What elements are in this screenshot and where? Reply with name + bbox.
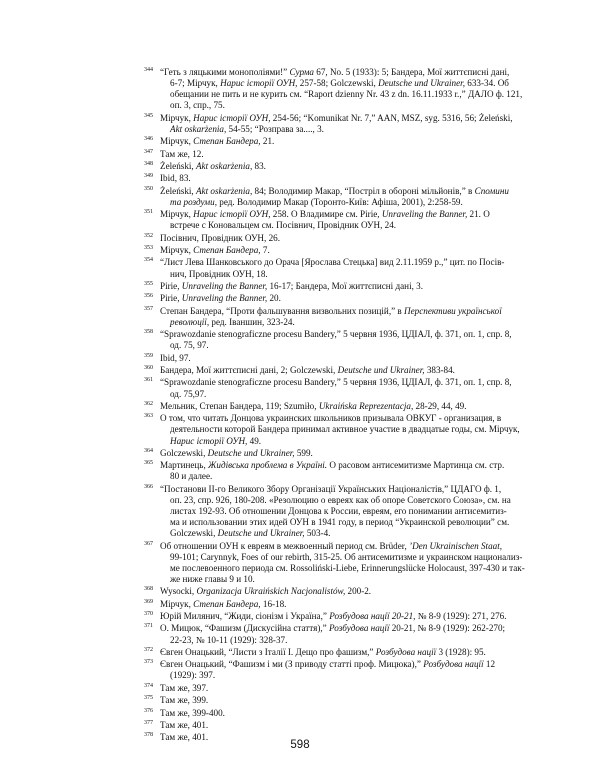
footnote-italic-title: Жидівська проблема в Україні. [208, 460, 328, 471]
footnote-segment: Юрій Милянич, “Жиди, сіонізм і Україна,” [160, 611, 330, 622]
footnote-segment: Там же, 399. [160, 695, 209, 706]
footnote-segment: Wysocki, [160, 586, 197, 597]
footnote-357 [145, 306, 545, 328]
footnote-text [160, 377, 545, 399]
footnote-line [160, 506, 545, 517]
footnote-line [160, 647, 545, 658]
footnote-segment: листах 192-93. Об отношении Донцова к России, евреям, его понимании антисемитиз- [170, 506, 507, 516]
footnote-segment: Pirie, [160, 293, 182, 304]
footnote-italic-title: Степан Бандера, [193, 598, 261, 609]
footnote-line [160, 517, 545, 528]
footnote-348 [145, 161, 545, 172]
footnote-number: 366 [144, 483, 153, 490]
footnote-text [160, 209, 545, 231]
footnote-segment: 80 и далее. [170, 471, 213, 482]
footnote-line [160, 424, 545, 435]
footnote-segment: ме послевоенного периода см. Rossoliński-Liebe, Erinnerungslücke Holocaust, 397-430 и так- [170, 562, 525, 573]
footnote-segment: Євген Онацький, “Листи з Італії I. Дещо про фашизм,” [160, 646, 376, 657]
footnote-italic-title: Розбудова нації 20-21, [329, 611, 416, 622]
footnote-italic-title: Deutsche und Ukrainer, [337, 365, 425, 376]
footnote-number: 353 [144, 245, 153, 252]
footnote-text [160, 541, 545, 585]
footnote-number: 370 [144, 611, 153, 618]
footnote-366 [145, 484, 545, 539]
footnote-line [160, 173, 545, 184]
footnote-italic-title: ’Den Ukrainischen Staat, [409, 540, 503, 551]
footnote-number: 367 [144, 540, 153, 547]
footnote-segment: “Геть з ляцькими монополіями!” [160, 67, 290, 77]
footnote-segment: 7. [260, 245, 270, 256]
footnote-text [160, 401, 545, 412]
footnote-line [160, 89, 545, 100]
footnote-line [160, 541, 545, 552]
footnote-line [160, 377, 545, 388]
footnote-text [160, 329, 545, 351]
footnote-line [160, 599, 545, 610]
footnote-italic-title: Розбудова нації [375, 646, 437, 657]
footnote-segment: Там же, 399-400. [160, 707, 225, 718]
footnote-text [160, 599, 545, 610]
footnote-italic-title: Akt oskarżenia, [170, 123, 227, 134]
footnote-line [160, 149, 545, 160]
footnote-segment: О. Мицюк, “Фашизм (Дискусійна стаття),” [160, 623, 330, 634]
footnote-number: 374 [144, 682, 153, 689]
footnote-segment: № 8-9 (1929): 271, 276. [415, 611, 507, 622]
footnote-number: 369 [144, 598, 153, 605]
footnote-365 [145, 460, 545, 482]
footnote-segment: Там же, 401. [160, 719, 209, 730]
footnote-text [160, 695, 545, 706]
footnote-text [160, 365, 545, 376]
footnote-segment: 12 [483, 659, 495, 670]
footnote-number: 375 [144, 695, 153, 702]
footnote-segment: 67, No. 5 (1933): 5; Бандера, Мої життєписні дані, [313, 67, 510, 77]
footnote-text [160, 173, 545, 184]
footnote-number: 345 [144, 112, 153, 119]
footnote-segment: 258. О Владимире см. Pirie, [270, 209, 382, 220]
footnote-number: 344 [144, 67, 153, 73]
footnote-360 [145, 365, 545, 376]
footnote-line [160, 659, 545, 670]
footnote-number: 377 [144, 719, 153, 726]
footnote-line [160, 186, 545, 197]
footnote-italic-title: Unraveling the Banner, [381, 209, 468, 220]
footnote-350 [145, 186, 545, 208]
footnote-text [160, 647, 545, 658]
footnote-segment: Там же, 12. [160, 148, 204, 159]
footnote-italic-title: Deutsche und Ukrainer, [207, 447, 295, 458]
footnote-segment: Мірчук, [160, 209, 194, 220]
footnote-text [160, 113, 545, 135]
footnote-segment: Там же, 401. [160, 732, 209, 743]
footnote-segment: 21. [260, 136, 275, 147]
footnote-segment: 20. [267, 293, 281, 304]
page-number: 598 [290, 739, 310, 751]
footnote-number: 350 [144, 185, 153, 192]
footnote-363 [145, 413, 545, 446]
footnote-line [160, 340, 545, 351]
footnote-italic-title: Нарис історії ОУН, [220, 78, 298, 89]
footnote-italic-title: Organizacja Ukraińskich Nacjonalistów, [196, 586, 346, 597]
footnote-line [160, 220, 545, 231]
footnote-segment: 254-56; “Komunikat Nr. 7,” AAN, MSZ, syg. 5316, 56; Żeleński, [270, 112, 513, 123]
footnote-number: 358 [144, 329, 153, 336]
footnote-line [160, 720, 545, 731]
footnote-352 [145, 233, 545, 244]
footnote-line [160, 448, 545, 459]
footnote-italic-title: Нарис історії ОУН, [170, 435, 248, 446]
footnote-segment: 257-58; Golczewski, [297, 78, 379, 89]
footnote-line [160, 574, 545, 585]
footnote-italic-title: Розбудова нації [423, 659, 484, 670]
footnote-segment: “Sprawozdanie stenograficzne procesu Bandery,” 5 червня 1936, ЦДІАЛ, ф. 371, оп. 1, спр. 8, [160, 377, 512, 388]
footnote-segment: Ibid, 97. [160, 352, 191, 363]
footnote-segment: ма и использовании этих идей ОУН в 1941 году, в период “Украинской революции” см. [170, 517, 510, 528]
footnote-text [160, 484, 545, 539]
footnote-line [160, 78, 545, 89]
footnote-number: 376 [144, 707, 153, 714]
footnote-text [160, 720, 545, 731]
footnote-line [160, 460, 545, 471]
footnote-text [160, 708, 545, 719]
footnote-line [160, 586, 545, 597]
footnote-segment: Євген Онацький, “Фашизм і ми (З приводу статті проф. Мицюка),” [160, 659, 424, 670]
footnote-italic-title: Akt oskarżenia, [195, 185, 253, 196]
footnote-italic-title: Сурма [289, 67, 314, 77]
footnote-line [160, 413, 545, 424]
footnote-line [160, 708, 545, 719]
footnote-text [160, 623, 545, 645]
footnote-segment: Мірчук, [160, 136, 194, 147]
footnote-segment: Степан Бандера, “Проти фальшування визвольних позицій,” в [160, 305, 405, 316]
footnote-line [160, 635, 545, 646]
footnote-text [160, 233, 545, 244]
footnote-segment: 22-23, № 10-11 (1929): 328-37. [170, 634, 288, 645]
footnote-number: 347 [144, 148, 153, 155]
footnote-line [160, 495, 545, 506]
footnote-line [160, 683, 545, 694]
footnote-number: 349 [144, 173, 153, 180]
footnote-italic-title: Розбудова нації [329, 623, 390, 634]
footnote-segment: “Sprawozdanie stenograficzne procesu Bandery,” 5 червня 1936, ЦДІАЛ, ф. 371, оп. 1, спр. 8, [160, 329, 512, 340]
footnote-number: 348 [144, 160, 153, 167]
footnote-segment: Żeleński, [160, 185, 196, 196]
footnote-line [160, 281, 545, 292]
footnote-line [160, 670, 545, 681]
footnote-segment: 6-7; Мірчук, [170, 78, 221, 89]
footnote-segment: О том, что читать Донцова украинских школьников призывала ОВКУГ - организация, в [160, 413, 502, 424]
footnote-359 [145, 353, 545, 364]
footnote-text [160, 586, 545, 597]
footnote-line [160, 161, 545, 172]
footnote-line [160, 67, 545, 78]
footnote-line [160, 611, 545, 622]
footnote-371 [145, 623, 545, 645]
footnote-number: 365 [144, 460, 153, 467]
footnote-line [160, 552, 545, 563]
footnote-number: 363 [144, 413, 153, 420]
footnote-line [160, 389, 545, 400]
footnote-line [160, 245, 545, 256]
footnote-line [160, 329, 545, 340]
footnote-356 [145, 293, 545, 304]
footnote-line [160, 563, 545, 574]
footnote-segment: Мельник, Степан Бандера, 119; Szumiło, [160, 400, 319, 411]
footnote-line [160, 269, 545, 280]
footnote-361 [145, 377, 545, 399]
footnote-segment: Мірчук, [160, 245, 194, 256]
footnote-text [160, 293, 545, 304]
footnote-text [160, 161, 545, 172]
footnote-number: 359 [144, 352, 153, 359]
footnote-line [160, 233, 545, 244]
footnote-line [160, 365, 545, 376]
footnote-segment: 16-18. [260, 598, 287, 609]
footnote-line [160, 124, 545, 135]
footnote-353 [145, 245, 545, 256]
footnote-373 [145, 659, 545, 681]
footnote-text [160, 257, 545, 279]
footnote-364 [145, 448, 545, 459]
footnote-text [160, 281, 545, 292]
footnote-372 [145, 647, 545, 658]
footnote-line [160, 136, 545, 147]
footnote-349 [145, 173, 545, 184]
footnote-number: 346 [144, 136, 153, 143]
footnote-text [160, 448, 545, 459]
footnote-line [160, 528, 545, 539]
footnote-segment: оп. 3, спр., 75. [170, 100, 225, 111]
footnote-segment: 16-17; Бандера, Мої життєписні дані, 3. [267, 280, 424, 291]
footnote-line [160, 100, 545, 111]
footnote-370 [145, 611, 545, 622]
footnote-segment: “Постанови II-го Великого Збору Організації Українських Націоналістів,” ЦДАГО ф. 1, [160, 483, 502, 494]
footnote-text [160, 353, 545, 364]
footnote-italic-title: Нарис історії ОУН, [193, 112, 271, 123]
footnote-369 [145, 599, 545, 610]
footnote-segment: Мірчук, [160, 598, 194, 609]
footnote-number: 362 [144, 400, 153, 407]
footnote-number: 357 [144, 305, 153, 312]
footnote-segment: 3 (1928): 95. [436, 646, 486, 657]
footnote-italic-title: Ukraińska Reprezentacja, [318, 400, 414, 411]
footnote-number: 356 [144, 293, 153, 300]
footnote-italic-title: Deutsche und Ukrainer, [217, 528, 305, 539]
footnote-segment: 383-84. [424, 365, 455, 376]
footnote-376 [145, 708, 545, 719]
footnote-line [160, 436, 545, 447]
footnote-italic-title: Deutsche und Ukrainer, [378, 78, 465, 89]
footnote-line [160, 471, 545, 482]
footnote-text [160, 611, 545, 622]
footnote-354 [145, 257, 545, 279]
footnote-italic-title: Перспективи української [404, 305, 502, 316]
footnote-345 [145, 113, 545, 135]
footnote-375 [145, 695, 545, 706]
footnote-segment: 49. [247, 435, 262, 446]
footnote-segment: О расовом антисемитизме Мартинца см. стр. [327, 460, 505, 471]
footnote-segment: Мірчук, [160, 112, 194, 123]
footnote-number: 371 [144, 623, 153, 630]
footnote-italic-title: Unraveling the Banner, [181, 280, 268, 291]
footnote-italic-title: Спомини [474, 185, 509, 196]
footnote-344 [145, 67, 545, 111]
footnote-line [160, 317, 545, 328]
footnote-segment: Pirie, [160, 280, 182, 291]
footnote-segment: 21. О [467, 209, 490, 220]
footnote-number: 354 [144, 257, 153, 264]
footnote-segment: Ibid, 83. [160, 173, 191, 184]
footnote-segment: 84; Володимир Макар, “Постріл в обороні мільйонів,” в [252, 185, 475, 196]
footnote-segment: встрече с Коновальцем см. Посівнич, Провідник ОУН, 24. [170, 220, 397, 231]
footnote-segment: “Лист Лева Шанковського до Орача [Ярослава Стецька] вид 2.11.1959 р.,” цит. по Посів- [160, 257, 505, 268]
footnote-number: 378 [144, 732, 153, 739]
footnote-italic-title: Степан Бандера, [193, 245, 261, 256]
footnote-segment: Golczewski, [160, 447, 208, 458]
footnote-italic-title: революції, [170, 316, 210, 327]
footnote-segment: деятельности которой Бандера принимал активное участие в двадцатые годы, см. Мірчук, [170, 424, 520, 435]
footnote-362 [145, 401, 545, 412]
footnote-line [160, 695, 545, 706]
footnote-segment: Żeleński, [160, 160, 196, 171]
footnote-line [160, 209, 545, 220]
footnote-segment: оп. 23, спр. 926, 180-208. «Резолюцию о евреях как об опоре Советского Союза», см. на [170, 494, 511, 505]
footnote-segment: Там же, 397. [160, 682, 209, 693]
footnote-text [160, 306, 545, 328]
footnote-text [160, 245, 545, 256]
footnote-italic-title: Akt oskarżenia, [195, 160, 253, 171]
footnote-374 [145, 683, 545, 694]
footnote-line [160, 197, 545, 208]
footnote-number: 355 [144, 280, 153, 287]
footnote-line [160, 113, 545, 124]
footnote-segment: обещании не пить и не курить см. “Raport dzienny Nr. 43 z dn. 16.11.1933 r.,” ДАЛО ф. 121, [170, 89, 523, 100]
footnote-text [160, 186, 545, 208]
footnote-line [160, 293, 545, 304]
footnote-segment: 599. [294, 447, 313, 458]
footnote-segment: Бандера, Мої життєписні дані, 2; Golczewski, [160, 365, 338, 376]
footnote-number: 373 [144, 659, 153, 666]
footnote-line [160, 401, 545, 412]
footnote-line [160, 306, 545, 317]
footnote-number: 352 [144, 232, 153, 239]
footnotes-list [145, 67, 545, 745]
footnote-line [160, 353, 545, 364]
footnote-segment: од. 75, 97. [170, 340, 209, 351]
footnote-text [160, 149, 545, 160]
footnote-italic-title: Unraveling the Banner, [181, 293, 268, 304]
footnote-segment: же ниже главы 9 и 10. [170, 573, 255, 584]
footnote-text [160, 413, 545, 446]
footnote-text [160, 683, 545, 694]
footnote-358 [145, 329, 545, 351]
footnote-segment: 83. [252, 160, 266, 171]
footnote-segment: Об отношении ОУН к евреям в межвоенный период см. Brüder, [160, 540, 410, 551]
footnote-italic-title: Нарис історії ОУН, [193, 209, 271, 220]
footnote-number: 360 [144, 365, 153, 372]
footnote-line [160, 623, 545, 634]
footnote-355 [145, 281, 545, 292]
footnote-number: 361 [144, 377, 153, 384]
footnote-text [160, 67, 545, 111]
footnote-number: 364 [144, 447, 153, 454]
footnote-text [160, 136, 545, 147]
footnote-segment: ред. Іваншин, 323-24. [209, 316, 295, 327]
footnote-number: 351 [144, 209, 153, 216]
footnote-segment: Golczewski, [170, 528, 218, 539]
footnote-351 [145, 209, 545, 231]
footnote-segment: Мартинець, [160, 460, 209, 471]
footnote-368 [145, 586, 545, 597]
footnote-italic-title: Степан Бандера, [193, 136, 261, 147]
footnote-segment: Посівнич, Провідник ОУН, 26. [160, 232, 280, 243]
footnote-segment: 633-34. Об [465, 78, 509, 89]
footnote-line [160, 484, 545, 495]
footnote-367 [145, 541, 545, 585]
footnote-segment: 54-55; “Розправа за...., 3. [226, 123, 324, 134]
footnote-377 [145, 720, 545, 731]
footnote-segment: 20-21, № 8-9 (1929): 262-270; [389, 623, 506, 634]
footnote-number: 372 [144, 646, 153, 653]
footnote-segment: нич, Провідник ОУН, 18. [170, 268, 268, 279]
footnote-346 [145, 136, 545, 147]
footnote-segment: 28-29, 44, 49. [413, 400, 467, 411]
footnote-segment: (1929): 397. [170, 670, 216, 681]
footnote-text [160, 460, 545, 482]
footnote-italic-title: та роздуми, [170, 196, 217, 207]
footnote-segment: ред. Володимир Макар (Торонто-Київ: Афіша, 2001), 2:258-59. [216, 196, 463, 207]
footnote-text [160, 659, 545, 681]
footnote-segment: 99-101; Carynnyk, Foes of our rebirth, 315-25. Об антисемитизме и украинском национализ- [170, 551, 523, 562]
footnote-segment: од. 75,97. [170, 388, 207, 399]
footnote-segment: 503-4. [304, 528, 331, 539]
footnote-number: 368 [144, 586, 153, 593]
footnote-347 [145, 149, 545, 160]
footnote-line [160, 257, 545, 268]
footnote-segment: 200-2. [345, 586, 372, 597]
